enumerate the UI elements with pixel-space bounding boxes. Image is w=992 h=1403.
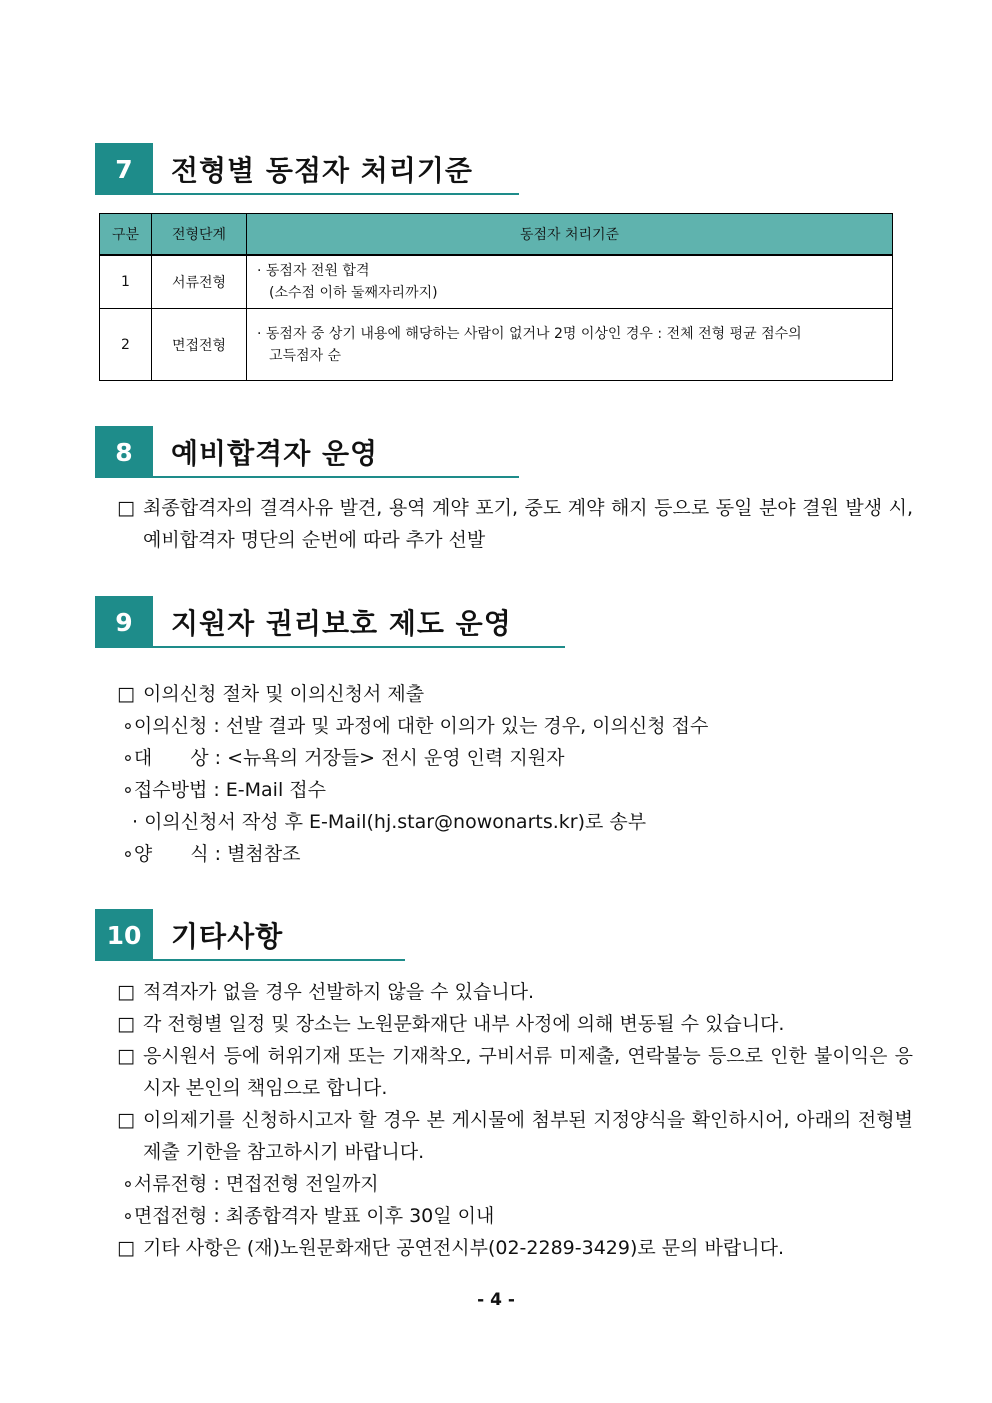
list-item: ∘접수방법 : E-Mail 접수 <box>122 779 326 801</box>
section-underline <box>153 193 519 195</box>
paragraph <box>117 1040 913 1104</box>
section-title: 전형별 동점자 처리기준 <box>171 154 473 187</box>
paragraph <box>117 1008 784 1040</box>
section-underline <box>153 476 519 478</box>
paragraph <box>117 492 913 556</box>
section-number: 9 <box>95 596 153 648</box>
paragraph <box>117 976 534 1008</box>
section-underline <box>153 959 405 961</box>
section-number: 7 <box>95 143 153 195</box>
checkbox-bullet-icon: □ <box>117 1109 135 1131</box>
section-9-header <box>95 596 565 648</box>
table-cell-stage: 면접전형 <box>152 309 247 381</box>
list-item: ∘이의신청 : 선발 결과 및 과정에 대한 이의가 있는 경우, 이의신청 접수 <box>122 715 709 737</box>
table-header-row <box>100 214 893 256</box>
paragraph-text: 이의신청 절차 및 이의신청서 제출 <box>143 683 425 705</box>
table-cell-criteria <box>247 255 893 309</box>
list-item: · 이의신청서 작성 후 E-Mail(hj.star@nowonarts.kr)로 송부 <box>132 811 647 833</box>
list-item: ∘서류전형 : 면접전형 전일까지 <box>122 1173 379 1195</box>
table-header-cell: 동점자 처리기준 <box>247 214 893 256</box>
table-row <box>100 255 893 309</box>
list-item: ∘면접전형 : 최종합격자 발표 이후 30일 이내 <box>122 1205 495 1227</box>
section-8-header <box>95 426 519 478</box>
paragraph-text: 응시원서 등에 허위기재 또는 기재착오, 구비서류 미제출, 연락불능 등으로 인한 불이익은 응시자 본인의 책임으로 합니다. <box>143 1045 913 1099</box>
list-item: ∘대 상 : <뉴욕의 거장들> 전시 운영 인력 지원자 <box>122 747 565 769</box>
criteria-line: (소수점 이하 둘째자리까지) <box>269 285 438 301</box>
section-title: 기타사항 <box>171 920 284 953</box>
checkbox-bullet-icon: □ <box>117 1237 135 1259</box>
tie-criteria-table <box>99 213 893 381</box>
table-cell-stage: 서류전형 <box>152 255 247 309</box>
section-number: 8 <box>95 426 153 478</box>
paragraph <box>117 678 424 710</box>
paragraph-text: 이의제기를 신청하시고자 할 경우 본 게시물에 첨부된 지정양식을 확인하시어, 아래의 전형별 제출 기한을 참고하시기 바랍니다. <box>143 1109 913 1163</box>
paragraph-text: 기타 사항은 (재)노원문화재단 공연전시부(02-2289-3429)로 문의 바랍니다. <box>143 1237 784 1259</box>
paragraph-text: 각 전형별 일정 및 장소는 노원문화재단 내부 사정에 의해 변동될 수 있습니다. <box>143 1013 785 1035</box>
criteria-line: 고득점자 순 <box>269 347 342 364</box>
table-header-cell: 구분 <box>100 214 152 256</box>
list-item: ∘양 식 : 별첨참조 <box>122 843 301 865</box>
section-10-header <box>95 909 405 961</box>
section-7-header <box>95 143 519 195</box>
paragraph <box>117 1104 913 1168</box>
section-title: 예비합격자 운영 <box>171 437 379 470</box>
table-header-cell: 전형단계 <box>152 214 247 256</box>
checkbox-bullet-icon: □ <box>117 683 135 705</box>
section-title: 지원자 권리보호 제도 운영 <box>171 607 512 640</box>
checkbox-bullet-icon: □ <box>117 1045 135 1067</box>
criteria-line: · 동점자 중 상기 내용에 해당하는 사람이 없거나 2명 이상인 경우 : 전체 전형 평균 점수의 <box>257 325 802 342</box>
paragraph <box>117 1232 784 1264</box>
paragraph-text: 적격자가 없을 경우 선발하지 않을 수 있습니다. <box>143 981 535 1003</box>
criteria-line: · 동점자 전원 합격 <box>257 263 370 279</box>
page-number: - 4 - <box>477 1290 515 1310</box>
table-cell-criteria <box>247 309 893 381</box>
checkbox-bullet-icon: □ <box>117 981 135 1003</box>
table-cell-no: 1 <box>100 255 152 309</box>
table-row <box>100 309 893 381</box>
paragraph-text: 최종합격자의 결격사유 발견, 용역 계약 포기, 중도 계약 해지 등으로 동일 분야 결원 발생 시, 예비합격자 명단의 순번에 따라 추가 선발 <box>143 497 913 551</box>
section-number: 10 <box>95 909 153 961</box>
section-underline <box>153 646 565 648</box>
checkbox-bullet-icon: □ <box>117 1013 135 1035</box>
table-cell-no: 2 <box>100 309 152 381</box>
checkbox-bullet-icon: □ <box>117 497 135 519</box>
